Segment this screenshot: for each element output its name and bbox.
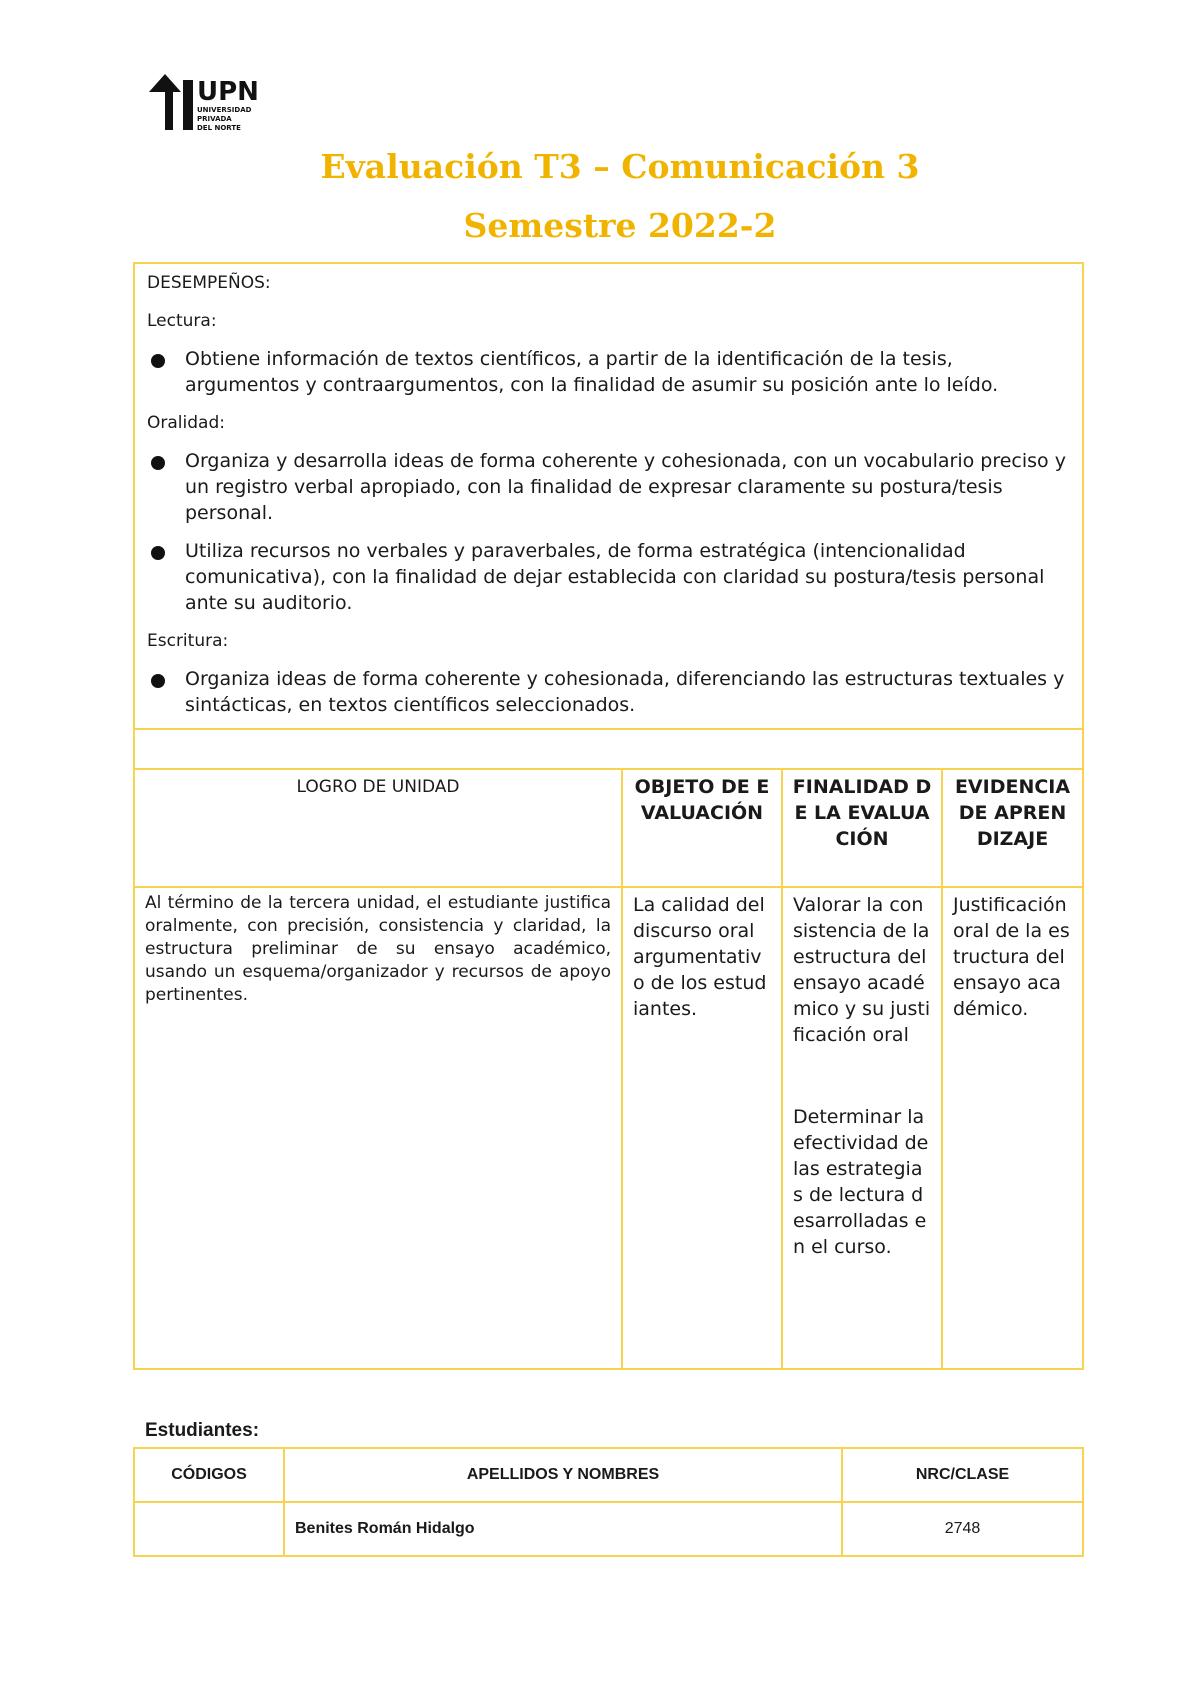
cell-finalidad	[782, 887, 942, 1369]
header-objeto: OBJETO DE EVALUACIÓN	[622, 769, 782, 887]
list-item: Organiza y desarrolla ideas de forma coherente y cohesionada, con un vocabulario preciso y un registro verbal apropiado, con la finalidad de expresar claramente su postura/tesis personal.	[147, 448, 1070, 526]
header-evidencia: EVIDENCIA DE APRENDIZAJE	[942, 769, 1083, 887]
section-label-lectura: Lectura:	[147, 311, 217, 331]
svg-text:DEL NORTE: DEL NORTE	[197, 124, 241, 132]
students-label: Estudiantes:	[145, 1420, 260, 1441]
bullet-icon	[151, 354, 165, 368]
list-item: Organiza ideas de forma coherente y cohesionada, diferenciando las estructuras textuales y sintácticas, en textos científicos seleccionados.	[147, 666, 1070, 718]
svg-text:PRIVADA: PRIVADA	[197, 115, 232, 123]
cell-codigo	[134, 1502, 284, 1556]
page-subtitle: Semestre 2022-2	[463, 206, 777, 245]
finalidad-text-2: Determinar la efectividad de las estrategias de lectura desarrolladas en el curso.	[793, 1106, 929, 1258]
bullet-icon	[151, 546, 165, 560]
cell-evidencia: Justificación oral de la estructura del ensayo académico.	[942, 887, 1083, 1369]
bullet-icon	[151, 674, 165, 688]
evaluation-table	[133, 262, 1084, 1370]
list-item: Obtiene información de textos científicos, a partir de la identificación de la tesis, argumentos y contraargumentos, con la finalidad de asumir su posición ante lo leído.	[147, 346, 1070, 398]
logo-text: UPN	[197, 77, 259, 107]
header-nombres: APELLIDOS Y NOMBRES	[284, 1448, 842, 1502]
header-finalidad: FINALIDAD DE LA EVALUACIÓN	[782, 769, 942, 887]
header-codigos: CÓDIGOS	[134, 1448, 284, 1502]
empty-row	[134, 729, 1083, 769]
section-label-escritura: Escritura:	[147, 631, 229, 651]
header-nrc: NRC/CLASE	[842, 1448, 1083, 1502]
list-item: Utiliza recursos no verbales y paraverbales, de forma estratégica (intencionalidad comunicativa), con la finalidad de dejar establecida con claridad su postura/tesis personal ante su auditorio.	[147, 538, 1070, 616]
cell-nrc: 2748	[842, 1502, 1083, 1556]
page-title: Evaluación T3 – Comunicación 3	[320, 147, 920, 186]
table-row	[134, 1502, 1083, 1556]
section-label-oralidad: Oralidad:	[147, 413, 225, 433]
header-logro: LOGRO DE UNIDAD	[134, 769, 622, 887]
cell-objeto: La calidad del discurso oral argumentativo de los estudiantes.	[622, 887, 782, 1369]
bullet-icon	[151, 456, 165, 470]
desempenos-cell	[134, 263, 1083, 729]
cell-logro: Al término de la tercera unidad, el estudiante justifica oralmente, con precisión, consistencia y claridad, la estructura preliminar de su ensayo académico, usando un esquema/organizador y recursos de apoyo pertinentes.	[134, 887, 622, 1369]
students-table	[133, 1447, 1084, 1557]
desempenos-heading: DESEMPEÑOS:	[147, 273, 271, 293]
cell-nombre: Benites Román Hidalgo	[284, 1502, 842, 1556]
svg-text:UNIVERSIDAD: UNIVERSIDAD	[197, 106, 252, 114]
upn-logo	[145, 70, 280, 138]
finalidad-text-1: Valorar la consistencia de la estructura del ensayo académico y su justificación oral	[793, 894, 931, 1046]
